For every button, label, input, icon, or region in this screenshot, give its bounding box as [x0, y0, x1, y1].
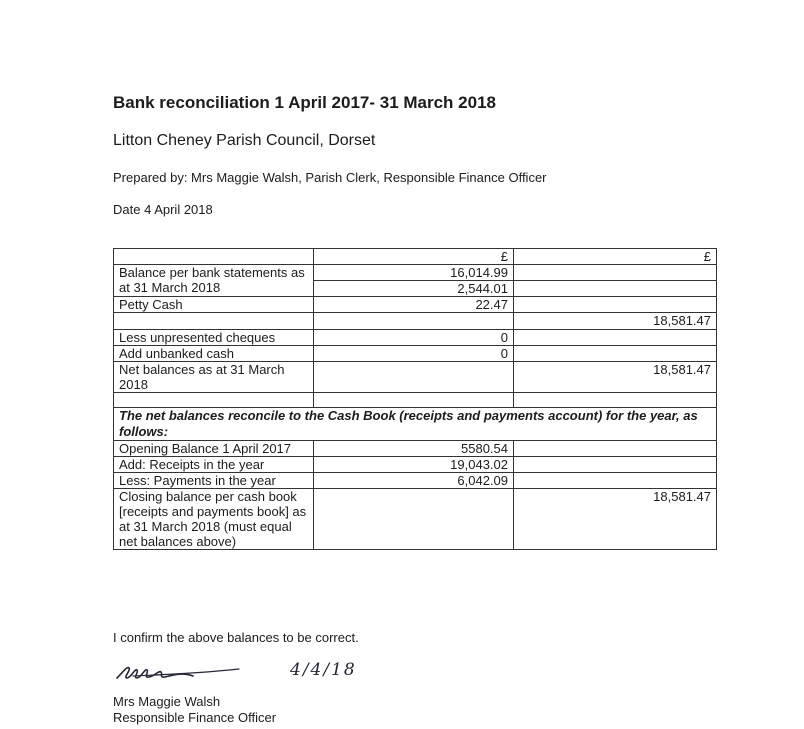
- unpresented-label: Less unpresented cheques: [114, 330, 314, 346]
- document-date: Date 4 April 2018: [113, 202, 213, 217]
- empty-cell: [514, 265, 717, 281]
- empty-cell: [514, 330, 717, 346]
- empty-cell: [114, 393, 314, 408]
- table-row: [114, 346, 717, 362]
- empty-cell: [314, 489, 514, 550]
- empty-cell: [514, 393, 717, 408]
- currency-header: £: [314, 249, 514, 265]
- document-title: Bank reconciliation 1 April 2017- 31 March 2018: [113, 93, 496, 112]
- closing-value: 18,581.47: [514, 489, 717, 550]
- table-row: [114, 473, 717, 489]
- opening-value: 5580.54: [314, 441, 514, 457]
- table-row: [114, 297, 717, 313]
- signatory-name: Mrs Maggie Walsh: [113, 694, 221, 709]
- subtotal-value: 18,581.47: [514, 313, 717, 330]
- net-balance-value: 18,581.47: [514, 362, 717, 393]
- table-row: [114, 393, 717, 408]
- table-row: [114, 330, 717, 346]
- empty-cell: [514, 457, 717, 473]
- reconciliation-table: [113, 248, 717, 550]
- balance-label: Balance per bank statements as at 31 March 2018: [114, 265, 314, 297]
- unbanked-label: Add unbanked cash: [114, 346, 314, 362]
- table-row: [114, 408, 717, 441]
- prepared-by: Prepared by: Mrs Maggie Walsh, Parish Clerk, Responsible Finance Officer: [113, 170, 547, 185]
- signature-date: 4/4/18: [290, 660, 357, 680]
- empty-cell: [514, 281, 717, 297]
- signatory-role: Responsible Finance Officer: [113, 710, 277, 725]
- payments-label: Less: Payments in the year: [114, 473, 314, 489]
- table-row: [114, 441, 717, 457]
- empty-cell: [314, 393, 514, 408]
- empty-cell: [514, 297, 717, 313]
- currency-header: £: [514, 249, 717, 265]
- empty-cell: [514, 473, 717, 489]
- balance-value-2: 2,544.01: [314, 281, 514, 297]
- table-row: [114, 362, 717, 393]
- balance-value-1: 16,014.99: [314, 265, 514, 281]
- empty-cell: [314, 313, 514, 330]
- table-row: [114, 313, 717, 330]
- petty-cash-value: 22.47: [314, 297, 514, 313]
- receipts-value: 19,043.02: [314, 457, 514, 473]
- reconcile-note: The net balances reconcile to the Cash Book (receipts and payments account) for the year, as follows:: [114, 408, 717, 441]
- opening-label: Opening Balance 1 April 2017: [114, 441, 314, 457]
- confirmation-text: I confirm the above balances to be correct.: [113, 630, 359, 645]
- empty-cell: [114, 249, 314, 265]
- table-row: [114, 249, 717, 265]
- table-row: [114, 489, 717, 550]
- payments-value: 6,042.09: [314, 473, 514, 489]
- closing-label: Closing balance per cash book [receipts and payments book] as at 31 March 2018 (must equal net balances above): [114, 489, 314, 550]
- unbanked-value: 0: [314, 346, 514, 362]
- council-name: Litton Cheney Parish Council, Dorset: [113, 132, 376, 149]
- table-row: [114, 265, 717, 281]
- signature-icon: [113, 652, 243, 688]
- empty-cell: [514, 441, 717, 457]
- empty-cell: [114, 313, 314, 330]
- empty-cell: [514, 346, 717, 362]
- petty-cash-label: Petty Cash: [114, 297, 314, 313]
- empty-cell: [314, 362, 514, 393]
- net-balance-label: Net balances as at 31 March 2018: [114, 362, 314, 393]
- receipts-label: Add: Receipts in the year: [114, 457, 314, 473]
- unpresented-value: 0: [314, 330, 514, 346]
- table-row: [114, 457, 717, 473]
